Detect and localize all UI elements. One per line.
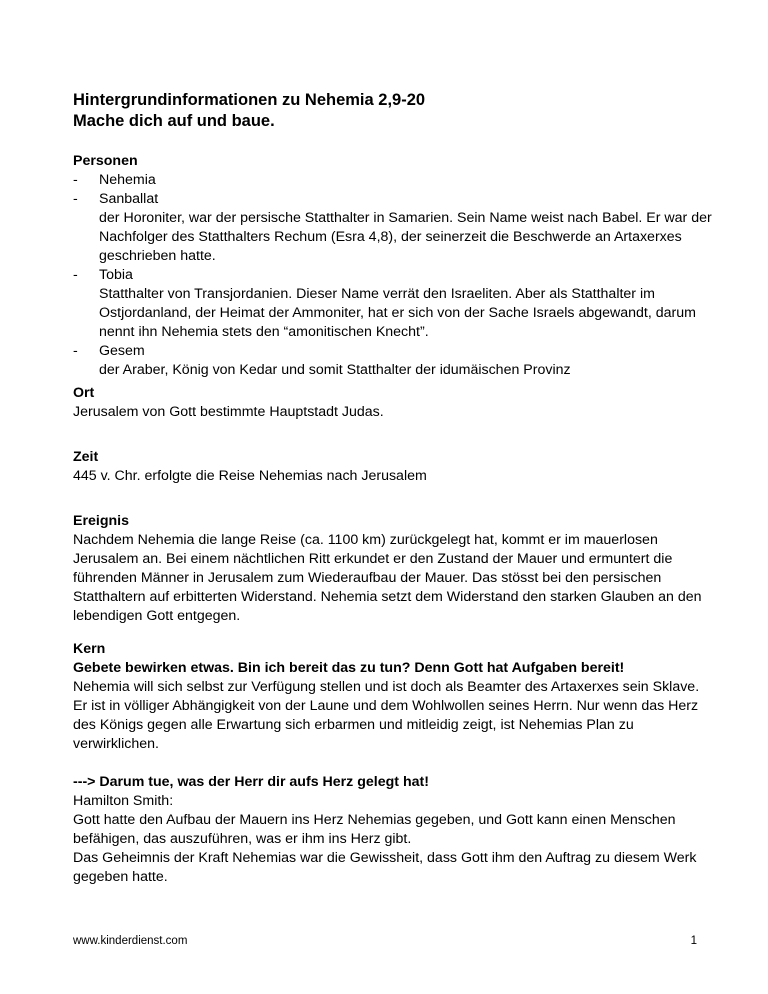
ereignis-text: Nachdem Nehemia die lange Reise (ca. 1100 km) zurückgelegt hat, kommt er im mauerlosen Jerusalem an. Bei einem nächtlichen Ritt erkundet er den Zustand der Mauer und ermuntert die führenden Männer in Jerusalem zum Wiederaufbau der Mauer. Das stösst bei den persischen Statthaltern auf erbitterten Widerstand. Nehemia setzt dem Widerstand den starken Glauben an den lebendigen Gott entgegen. <box>73 532 702 624</box>
section-ort <box>73 384 713 422</box>
person-name: Nehemia <box>99 172 156 188</box>
section-personen <box>73 152 713 380</box>
page-number: 1 <box>690 935 697 947</box>
heading-zeit: Zeit <box>73 449 99 465</box>
list-dash: - <box>73 267 78 283</box>
person-item <box>73 190 713 266</box>
footer-website: www.kinderdienst.com <box>73 935 188 947</box>
person-item <box>73 266 713 342</box>
ort-text: Jerusalem von Gott bestimmte Hauptstadt Judas. <box>73 404 384 420</box>
person-name: Gesem <box>99 343 145 359</box>
heading-kern: Kern <box>73 641 106 657</box>
kern-bold-line: Gebete bewirken etwas. Bin ich bereit das zu tun? Denn Gott hat Aufgaben bereit! <box>73 660 625 676</box>
section-kern <box>73 640 713 792</box>
list-dash: - <box>73 172 78 188</box>
kern-arrow-line: ---> Darum tue, was der Herr dir aufs Herz gelegt hat! <box>73 774 429 790</box>
person-description: der Araber, König von Kedar und somit Statthalter der idumäischen Provinz <box>99 362 571 378</box>
heading-personen: Personen <box>73 153 138 169</box>
quote-author: Hamilton Smith: <box>73 793 174 809</box>
section-zeit <box>73 448 713 486</box>
heading-ort: Ort <box>73 385 95 401</box>
person-item <box>73 342 713 380</box>
title-line-2: Mache dich auf und baue. <box>73 112 275 130</box>
title-line-1: Hintergrundinformationen zu Nehemia 2,9-20 <box>73 91 426 109</box>
section-ereignis <box>73 512 713 626</box>
quote-line-2: Das Geheimnis der Kraft Nehemias war die Gewissheit, dass Gott ihm den Auftrag zu diesem Werk gegeben hatte. <box>73 850 697 885</box>
quote-line-1: Gott hatte den Aufbau der Mauern ins Herz Nehemias gegeben, und Gott kann einen Menschen befähigen, das auszuführen, was er ihm ins Herz gibt. <box>73 812 676 847</box>
person-description: Statthalter von Transjordanien. Dieser Name verrät den Israeliten. Aber als Statthalter im Ostjordanland, der Heimat der Ammoniter, hat er sich von der Sache Israels abgewandt, darum nennt ihn Nehemia stets den “amonitischen Knecht”. <box>99 286 696 340</box>
person-name: Tobia <box>99 267 133 283</box>
list-dash: - <box>73 191 78 207</box>
personen-list <box>73 171 713 380</box>
zeit-text: 445 v. Chr. erfolgte die Reise Nehemias nach Jerusalem <box>73 468 427 484</box>
document-title <box>73 90 425 132</box>
heading-ereignis: Ereignis <box>73 513 129 529</box>
list-dash: - <box>73 343 78 359</box>
person-name: Sanballat <box>99 191 159 207</box>
section-quote <box>73 792 713 887</box>
person-description: der Horoniter, war der persische Statthalter in Samarien. Sein Name weist nach Babel. Er war der Nachfolger des Statthalters Rechum (Esra 4,8), der seinerzeit die Beschwerde an Artaxerxes geschrieben hatte. <box>99 210 712 264</box>
person-item <box>73 171 713 190</box>
kern-text: Nehemia will sich selbst zur Verfügung stellen und ist doch als Beamter des Artaxerxes sein Sklave. Er ist in völliger Abhängigkeit von der Laune und dem Wohlwollen seines Herrn. Nur wenn das Herz des Königs gegen alle Erwartung sich erbarmen und mitleidig zeigt, ist Nehemias Plan zu verwirklichen. <box>73 679 700 752</box>
